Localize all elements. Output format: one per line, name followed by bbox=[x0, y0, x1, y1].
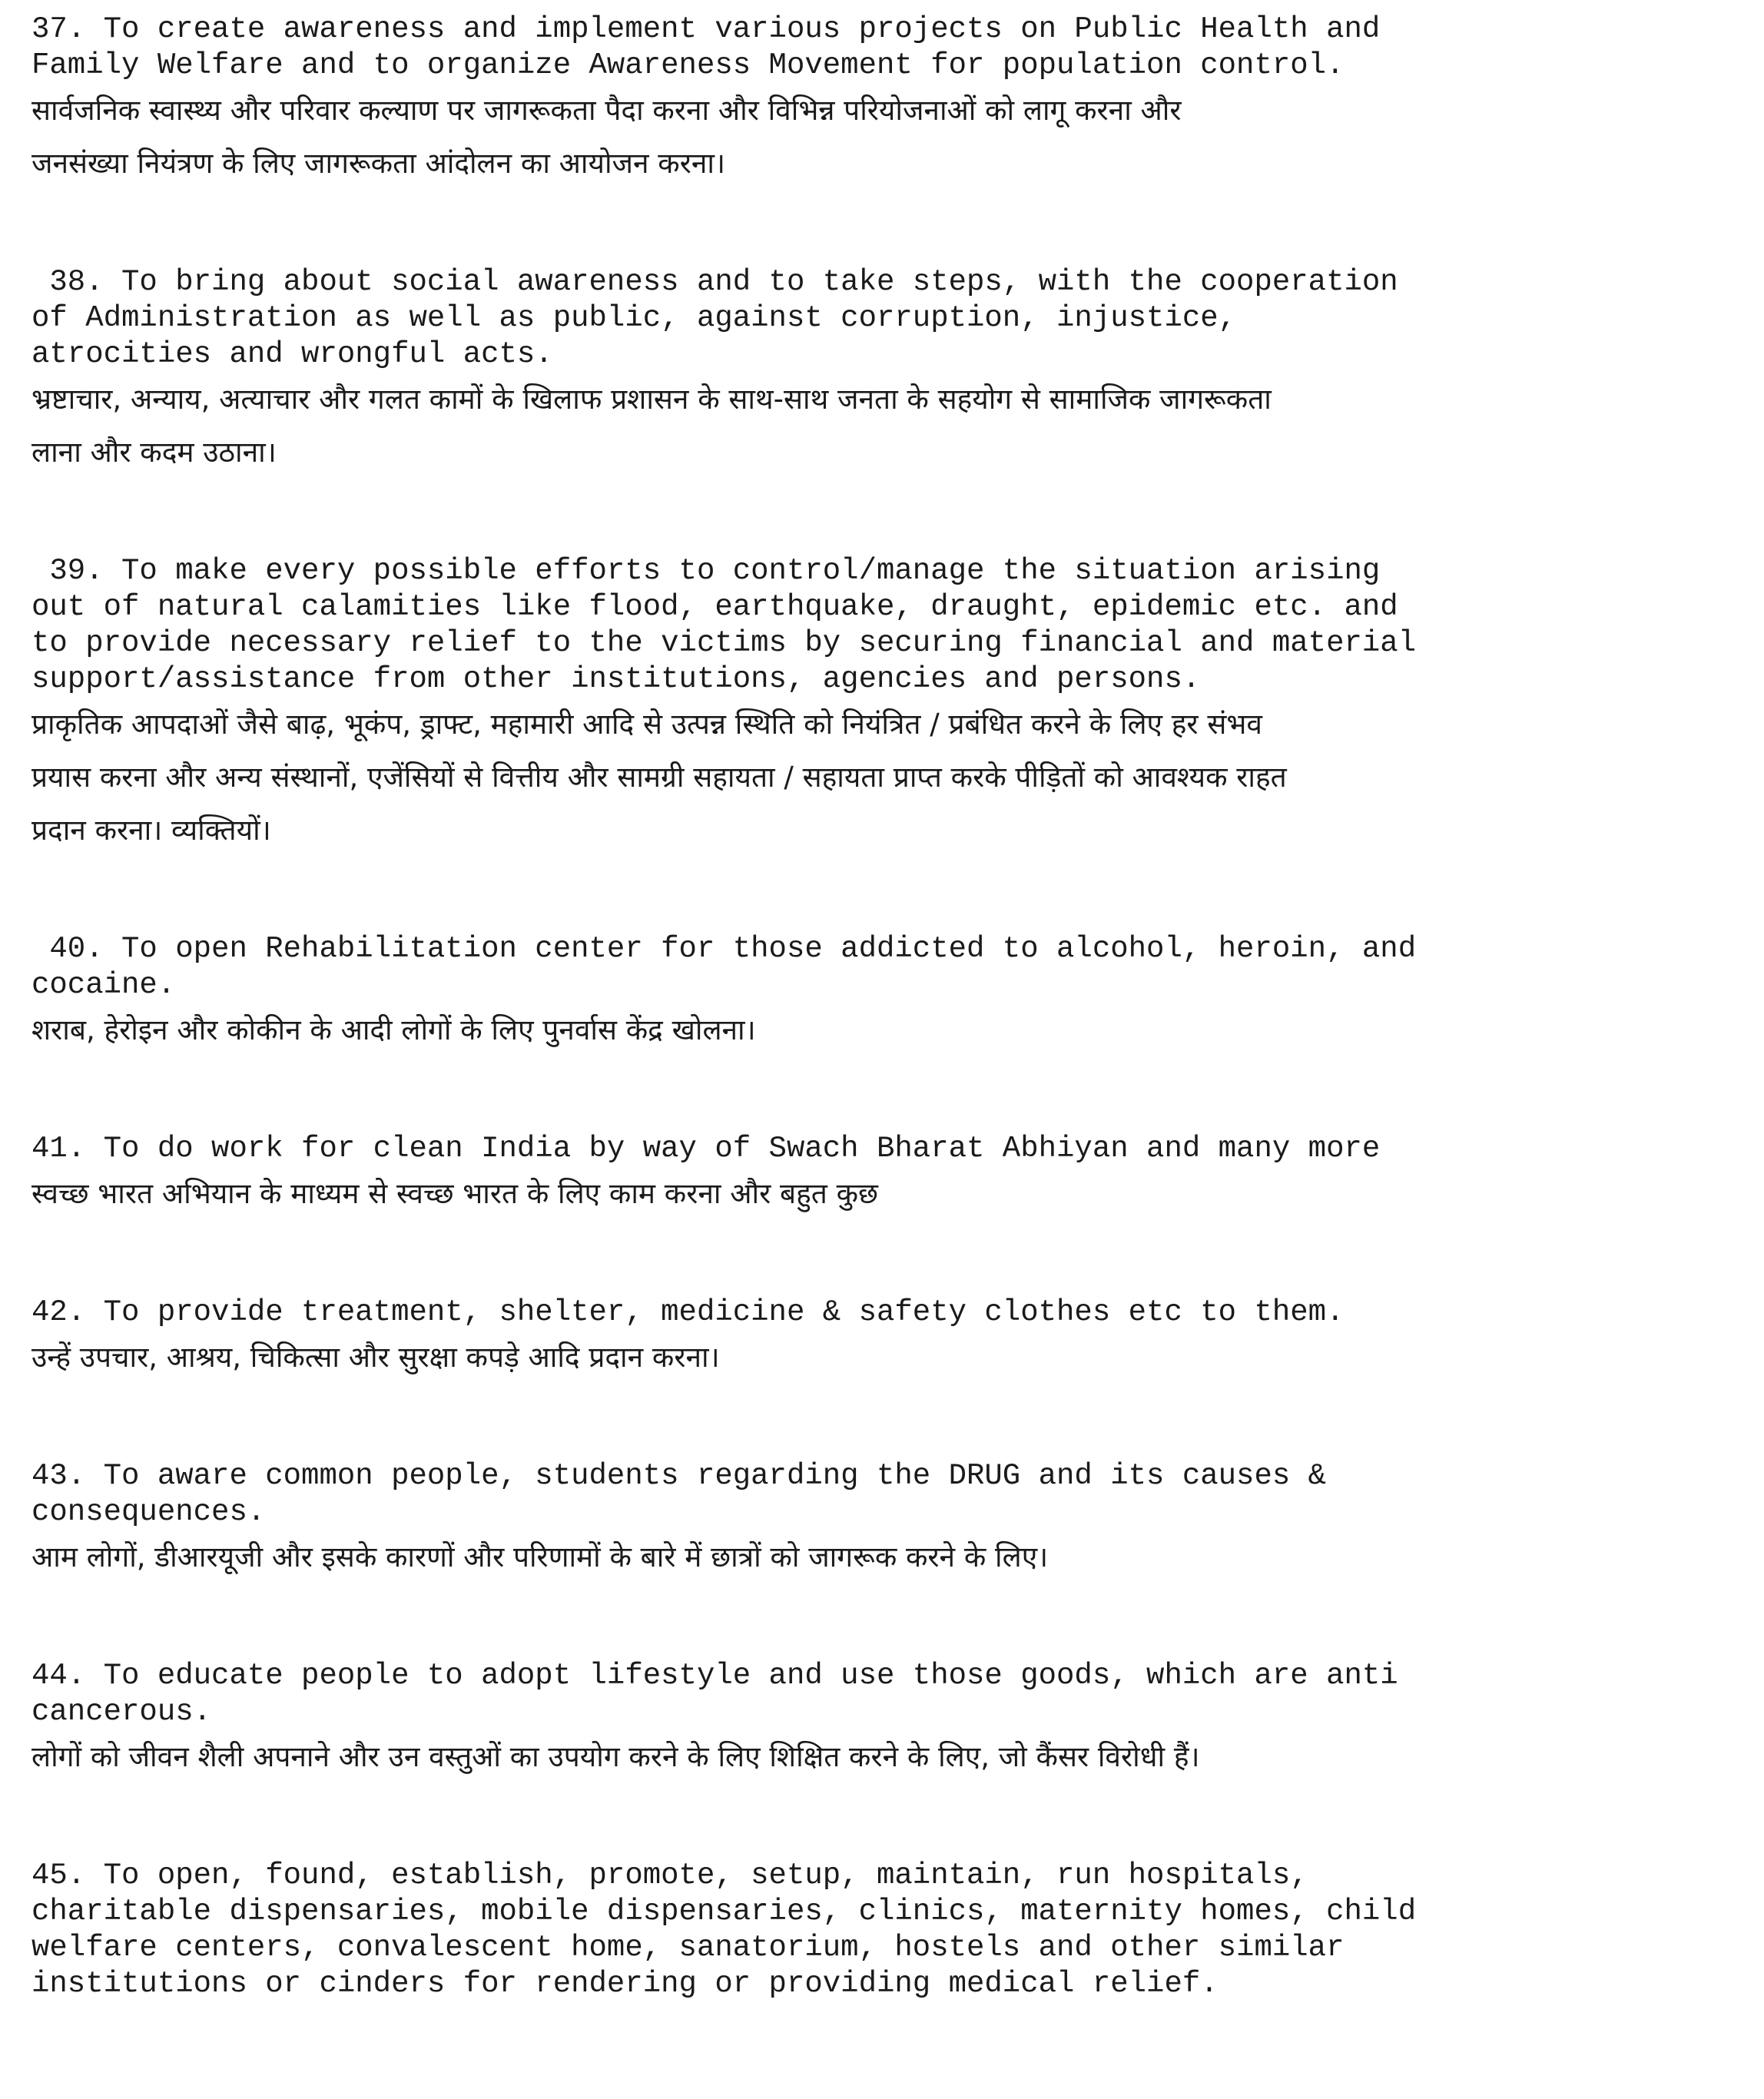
clause-40-hindi-line-1: शराब, हेरोइन और कोकीन के आदी लोगों के लिए पुनर्वास केंद्र खोलना। bbox=[32, 1013, 756, 1046]
clause-37-hindi-line-1: सार्वजनिक स्वास्थ्य और परिवार कल्याण पर जागरूकता पैदा करना और विभिन्न परियोजनाओं को लागू करना और bbox=[32, 94, 1182, 127]
clause-37 bbox=[32, 12, 1722, 190]
clause-38 bbox=[32, 264, 1722, 479]
spacer bbox=[32, 1220, 1722, 1295]
spacer bbox=[32, 1783, 1722, 1858]
clause-42-english: 42. To provide treatment, shelter, medicine & safety clothes etc to them. bbox=[32, 1295, 1345, 1329]
clause-39 bbox=[32, 553, 1722, 857]
clause-41 bbox=[32, 1131, 1722, 1220]
document-page bbox=[32, 12, 1722, 2002]
clause-40 bbox=[32, 931, 1722, 1056]
clause-42 bbox=[32, 1295, 1722, 1384]
clause-39-english: 39. To make every possible efforts to control/manage the situation arising out of natural calamities like flood, earthquake, draught, epidemic etc. and to provide necessary relief to the victims by securing financial and material support/assistance from other institutions, agencies and persons. bbox=[32, 554, 1417, 696]
spacer bbox=[32, 1384, 1722, 1458]
clause-38-hindi-line-1: भ्रष्टाचार, अन्याय, अत्याचार और गलत कामों के खिलाफ प्रशासन के साथ-साथ जनता के सहयोग से सामाजिक जागरूकता bbox=[32, 383, 1272, 416]
spacer bbox=[32, 1056, 1722, 1131]
clause-44-english: 44. To educate people to adopt lifestyle and use those goods, which are anti cancerous. bbox=[32, 1659, 1398, 1729]
clause-43-english: 43. To aware common people, students regarding the DRUG and its causes & consequences. bbox=[32, 1459, 1327, 1529]
clause-38-english: 38. To bring about social awareness and to take steps, with the cooperation of Administration as well as public, against corruption, injustice, atrocities and wrongful acts. bbox=[32, 265, 1398, 371]
clause-40-english: 40. To open Rehabilitation center for those addicted to alcohol, heroin, and cocaine. bbox=[32, 932, 1417, 1002]
clause-44-hindi-line-1: लोगों को जीवन शैली अपनाने और उन वस्तुओं का उपयोग करने के लिए शिक्षित करने के लिए, जो कैंसर विरोधी हैं। bbox=[32, 1740, 1200, 1773]
clause-37-hindi-line-2: जनसंख्या नियंत्रण के लिए जागरूकता आंदोलन का आयोजन करना। bbox=[32, 147, 725, 180]
clause-43 bbox=[32, 1458, 1722, 1583]
clause-39-hindi-line-1: प्राकृतिक आपदाओं जैसे बाढ़, भूकंप, ड्राफ्ट, महामारी आदि से उत्पन्न स्थिति को नियंत्रित / प्रबंधित करने के लिए हर संभव bbox=[32, 708, 1262, 741]
spacer bbox=[32, 1583, 1722, 1658]
clause-41-hindi-line-1: स्वच्छ भारत अभियान के माध्यम से स्वच्छ भारत के लिए काम करना और बहुत कुछ bbox=[32, 1177, 878, 1210]
spacer bbox=[32, 190, 1722, 264]
clause-38-hindi-line-2: लाना और कदम उठाना। bbox=[32, 436, 277, 469]
clause-39-hindi-line-2: प्रयास करना और अन्य संस्थानों, एजेंसियों से वित्तीय और सामग्री सहायता / सहायता प्राप्त करके पीड़ितों को आवश्यक राहत bbox=[32, 761, 1287, 794]
clause-41-english: 41. To do work for clean India by way of Swach Bharat Abhiyan and many more bbox=[32, 1132, 1381, 1166]
clause-45 bbox=[32, 1858, 1722, 2002]
clause-39-hindi-line-3: प्रदान करना। व्यक्तियों। bbox=[32, 814, 271, 847]
spacer bbox=[32, 479, 1722, 553]
clause-37-english: 37. To create awareness and implement various projects on Public Health and Family Welfare and to organize Awareness Movement for population control. bbox=[32, 12, 1381, 82]
clause-43-hindi-line-1: आम लोगों, डीआरयूजी और इसके कारणों और परिणामों के बारे में छात्रों को जागरूक करने के लिए। bbox=[32, 1540, 1049, 1573]
spacer bbox=[32, 857, 1722, 931]
clause-42-hindi-line-1: उन्हें उपचार, आश्रय, चिकित्सा और सुरक्षा कपड़े आदि प्रदान करना। bbox=[32, 1341, 720, 1374]
clause-45-english: 45. To open, found, establish, promote, setup, maintain, run hospitals, charitable dispensaries, mobile dispensaries, clinics, maternity homes, child welfare centers, convalescent home, sanatorium, hostels and other similar institutions or cinders for rendering or providing medical relief. bbox=[32, 1859, 1417, 2001]
clause-44 bbox=[32, 1658, 1722, 1783]
